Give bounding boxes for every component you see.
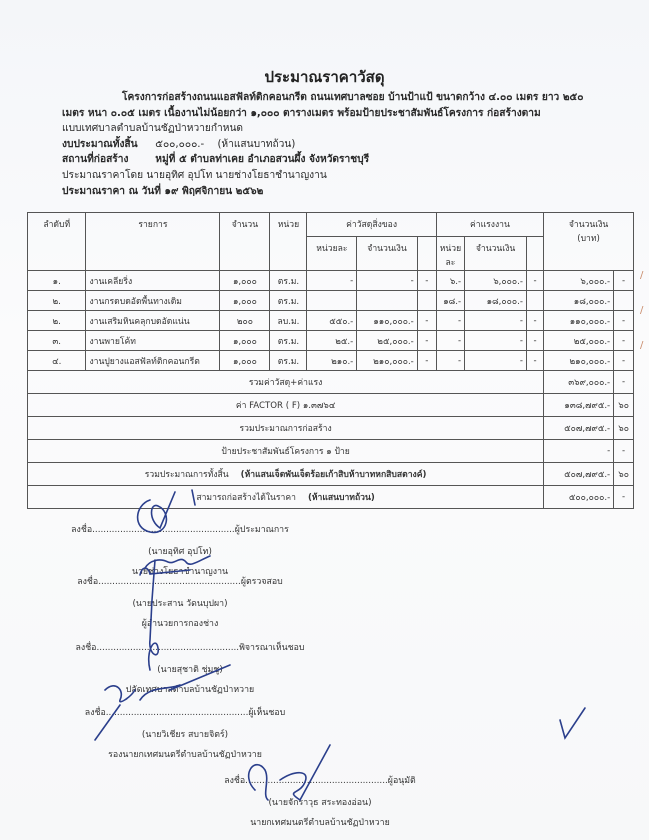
row-total: ๒๕,๐๐๐.- [544, 331, 614, 351]
margin-mark: / [640, 340, 644, 351]
row-labor-unit-price: - [436, 351, 464, 371]
sign-role: ผู้ตรวจสอบ [240, 577, 283, 587]
row-total-satang: - [614, 271, 634, 291]
signature-block-reviewer [60, 640, 320, 696]
summary-satang: - [614, 440, 634, 463]
row-total: ๑๘,๐๐๐.- [544, 291, 614, 311]
row-material-satang: - [417, 271, 436, 291]
sign-prefix: ลงชื่อ [224, 776, 246, 786]
header-total-unit: (บาท) [577, 234, 600, 244]
table-row [28, 331, 634, 351]
row-labor-amount: - [465, 351, 527, 371]
sign-dots: ................................................... [98, 577, 241, 587]
summary-value: ๓๖๙,๐๐๐.- [544, 371, 614, 394]
row-labor-amount: ๑๘,๐๐๐.- [465, 291, 527, 311]
row-labor-amount: - [465, 331, 527, 351]
summary-row [28, 463, 634, 486]
row-no: ๒. [28, 311, 86, 331]
summary-label-text: ค่า FACTOR ( F) ๑.๓๗๖๔ [235, 401, 336, 411]
row-qty: ๑,๐๐๐ [220, 291, 270, 311]
signer-position: นายช่างโยธาชำนาญงาน [131, 567, 229, 577]
row-material-unit-price: ๕๕๐.- [307, 311, 357, 331]
summary-value: ๕๐๗,๗๙๕.- [544, 417, 614, 440]
sign-dots: ................................................... [96, 643, 240, 653]
budget-value: ๕๐๐,๐๐๐.- [155, 138, 205, 150]
signer-position: นายกเทศมนตรีตำบลบ้านชัฏป่าหวาย [250, 818, 390, 828]
summary-row [28, 486, 634, 509]
row-item: งานเคลียริ่ง [86, 271, 220, 291]
summary-label [28, 440, 544, 463]
table-row [28, 271, 634, 291]
project-description-line-2: เมตร หนา ๐.๐๕ เมตร เนื้องานไม่น้อยกว่า ๑,๐๐๐ ตารางเมตร พร้อมป้ายประชาสัมพันธ์โครงการ ก่อสร้างตาม [62, 107, 541, 119]
row-labor-satang: - [526, 311, 543, 331]
margin-mark: / [640, 270, 644, 281]
summary-label [28, 463, 544, 486]
summary-label-words: (ห้าแสนบาทถ้วน) [307, 493, 375, 503]
row-labor-satang: - [526, 331, 543, 351]
signature-block-inspector [60, 574, 300, 630]
row-qty: ๑,๐๐๐ [220, 351, 270, 371]
budget-label: งบประมาณทั้งสิ้น [62, 138, 138, 150]
header-labor-satang [526, 237, 543, 271]
project-info [62, 90, 602, 199]
row-labor-amount: - [465, 311, 527, 331]
table-row [28, 351, 634, 371]
sign-prefix: ลงชื่อ [77, 577, 99, 587]
summary-value: ๕๐๗,๗๙๕.- [544, 463, 614, 486]
row-total-satang: - [614, 351, 634, 371]
summary-satang: ๖๐ [614, 463, 634, 486]
header-total-label: จำนวนเงิน [568, 220, 609, 230]
row-item: งานกรดบดอัดพื้นทางเดิม [86, 291, 220, 311]
summary-row [28, 394, 634, 417]
row-item: งานเสริมหินคลุกบดอัดแน่น [86, 311, 220, 331]
project-description-line-3: แบบเทศบาลตำบลบ้านชัฏป่าหวายกำหนด [62, 123, 244, 135]
row-qty: ๑,๐๐๐ [220, 331, 270, 351]
row-item: งานปูยางแอสฟัลท์ติกคอนกรีต [86, 351, 220, 371]
sign-role: พิจารณาเห็นชอบ [239, 643, 305, 653]
row-unit: ลบ.ม. [270, 311, 307, 331]
signature-block-estimator [60, 522, 300, 578]
header-unit: หน่วย [270, 213, 307, 271]
summary-value: ๑๓๘,๗๙๕.- [544, 394, 614, 417]
margin-mark: / [640, 305, 644, 316]
header-labor-amount: จำนวนเงิน [465, 237, 527, 271]
row-material-amount: ๒๑๐,๐๐๐.- [357, 351, 418, 371]
summary-row [28, 440, 634, 463]
summary-label [28, 486, 544, 509]
sign-prefix: ลงชื่อ [75, 643, 97, 653]
row-material-amount [357, 291, 418, 311]
document-title: ประมาณราคาวัสดุ [264, 68, 385, 86]
summary-label-words: (ห้าแสนเจ็ดพันเจ็ดร้อยเก้าสิบห้าบาทหกสิบสตางค์) [240, 470, 427, 480]
row-material-satang: - [417, 331, 436, 351]
row-total-satang: - [614, 311, 634, 331]
row-total: ๒๑๐,๐๐๐.- [544, 351, 614, 371]
estimate-table [27, 212, 634, 509]
row-no: ๓. [28, 331, 86, 351]
row-material-satang: - [417, 311, 436, 331]
row-total: ๖,๐๐๐.- [544, 271, 614, 291]
row-labor-amount: ๖,๐๐๐.- [465, 271, 527, 291]
row-labor-unit-price: - [436, 331, 464, 351]
signer-position: รองนายกเทศมนตรีตำบลบ้านชัฏป่าหวาย [108, 750, 262, 760]
summary-label-text: รวมประมาณการทั้งสิ้น [144, 470, 229, 480]
row-material-unit-price [307, 291, 357, 311]
signer-position: ผู้อำนวยการกองช่าง [141, 619, 219, 629]
summary-label [28, 394, 544, 417]
row-no: ๔. [28, 351, 86, 371]
row-qty: ๒๐๐ [220, 311, 270, 331]
signature-stroke-check [560, 708, 585, 738]
signer-name: (นายจักราวุธ สระทองอ่อน) [268, 798, 372, 808]
header-material-satang [417, 237, 436, 271]
row-labor-unit-price: ๑๘.- [436, 291, 464, 311]
summary-satang: ๖๐ [614, 394, 634, 417]
header-labor-unit-price: หน่วยละ [436, 237, 464, 271]
summary-value: - [544, 440, 614, 463]
estimate-date: ประมาณราคา ณ วันที่ ๑๙ พิฤศจิกายน ๒๕๖๒ [62, 185, 264, 197]
summary-row [28, 371, 634, 394]
row-unit: ตร.ม. [270, 351, 307, 371]
signer-name: (นายอุทิศ อุปโท) [148, 547, 212, 557]
row-material-satang: - [417, 351, 436, 371]
row-no: ๒. [28, 291, 86, 311]
row-material-amount: - [357, 271, 418, 291]
sign-role: ผู้เห็นชอบ [248, 708, 286, 718]
summary-label [28, 371, 544, 394]
row-material-satang [417, 291, 436, 311]
summary-satang: ๖๐ [614, 417, 634, 440]
table-row [28, 311, 634, 331]
row-total-satang: - [614, 331, 634, 351]
row-unit: ตร.ม. [270, 331, 307, 351]
row-unit: ตร.ม. [270, 271, 307, 291]
table-row [28, 291, 634, 311]
row-material-unit-price: - [307, 271, 357, 291]
sign-role: ผู้ประมาณการ [234, 525, 289, 535]
sign-dots: ................................................... [105, 708, 249, 718]
row-qty: ๑,๐๐๐ [220, 271, 270, 291]
row-total: ๑๑๐,๐๐๐.- [544, 311, 614, 331]
summary-label-text: รวมประมาณการก่อสร้าง [239, 424, 332, 434]
row-no: ๑. [28, 271, 86, 291]
summary-label [28, 417, 544, 440]
row-labor-satang: - [526, 271, 543, 291]
row-unit: ตร.ม. [270, 291, 307, 311]
estimator-line: ประมาณราคาโดย นายอุทิศ อุปโท นายช่างโยธาชำนาญงาน [62, 169, 327, 181]
summary-row [28, 417, 634, 440]
sign-dots: ................................................... [92, 525, 235, 535]
summary-rows [28, 371, 634, 509]
header-total [544, 213, 634, 271]
location-value: หมู่ที่ ๕ ตำบลท่าเคย อำเภอสวนผึ้ง จังหวัดราชบุรี [155, 154, 370, 166]
signer-position: ปลัดเทศบาลตำบลบ้านชัฏป่าหวาย [125, 685, 255, 695]
row-labor-unit-price: ๖.- [436, 271, 464, 291]
header-qty: จำนวน [220, 213, 270, 271]
summary-label-text: รวมค่าวัสดุ+ค่าแรง [248, 378, 323, 388]
header-no: ลำดับที่ [28, 213, 86, 271]
summary-value: ๕๐๐,๐๐๐.- [544, 486, 614, 509]
budget-words: (ห้าแสนบาทถ้วน) [217, 138, 296, 150]
signer-name: (นายประสาน วัดนบุปผา) [132, 599, 228, 609]
header-material-unit-price: หน่วยละ [307, 237, 357, 271]
header-labor: ค่าแรงงาน [436, 213, 543, 237]
row-material-unit-price: ๒๕.- [307, 331, 357, 351]
signer-name: (นายวิเชียร สบายจิตร์) [141, 730, 229, 740]
row-labor-satang: - [526, 351, 543, 371]
project-description-line-1: โครงการก่อสร้างถนนแอสฟัลท์ติกคอนกรีต ถนนเทศบาลซอย บ้านป้าแป้ ขนาดกว้าง ๔.๐๐ เมตร ยาว ๒๕๐ [122, 92, 584, 103]
sign-prefix: ลงชื่อ [84, 708, 106, 718]
signature-block-approver-deputy [60, 705, 310, 761]
summary-label-text: ป้ายประชาสัมพันธ์โครงการ ๑ ป้าย [221, 447, 350, 457]
location-line [62, 152, 602, 168]
summary-satang: - [614, 486, 634, 509]
row-total-satang [614, 291, 634, 311]
sign-role: ผู้อนุมัติ [387, 776, 416, 786]
header-material: ค่าวัสดุสิ่งของ [307, 213, 436, 237]
row-material-unit-price: ๒๑๐.- [307, 351, 357, 371]
location-label: สถานที่ก่อสร้าง [62, 154, 129, 166]
summary-satang: - [614, 371, 634, 394]
header-material-amount: จำนวนเงิน [357, 237, 418, 271]
summary-label-text: สามารถก่อสร้างได้ในราคา [196, 493, 296, 503]
table-header-row-1 [28, 213, 634, 237]
header-item: รายการ [86, 213, 220, 271]
row-labor-unit-price: - [436, 311, 464, 331]
row-item: งานพายโค้ท [86, 331, 220, 351]
item-rows [28, 271, 634, 371]
budget-line [62, 137, 602, 153]
row-material-amount: ๒๕,๐๐๐.- [357, 331, 418, 351]
row-labor-satang [526, 291, 543, 311]
signer-name: (นายสุชาติ ชุ่มชู) [157, 665, 223, 675]
signature-block-mayor [200, 773, 440, 829]
sign-prefix: ลงชื่อ [71, 525, 93, 535]
sign-dots: ................................................... [245, 776, 388, 786]
row-material-amount: ๑๑๐,๐๐๐.- [357, 311, 418, 331]
